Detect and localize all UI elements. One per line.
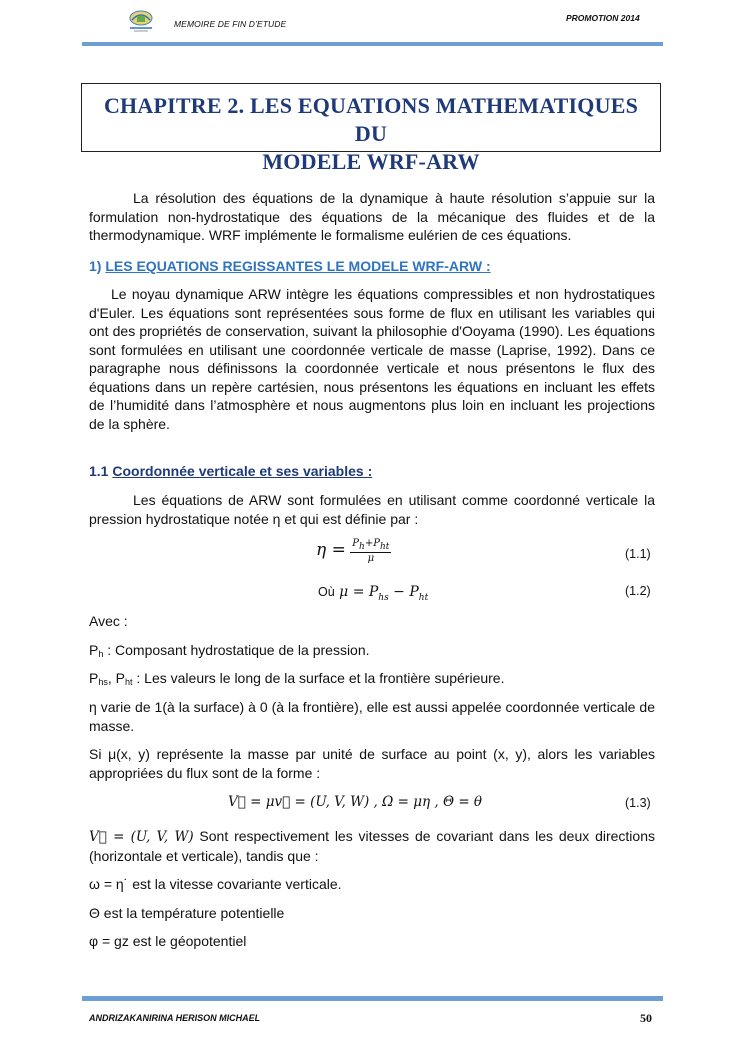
intro-paragraph-block: [89, 189, 655, 245]
header-promotion: PROMOTION 2014: [566, 13, 640, 23]
chapter-title-line1: CHAPITRE 2. LES EQUATIONS MATHEMATIQUES DU: [103, 93, 639, 146]
def-ph: [89, 641, 655, 662]
def-ph-text: : Composant hydrostatique de la pression.: [103, 642, 370, 658]
equation-mu: Où $\mu = P_{hs} - P_{ht}$: [318, 584, 429, 603]
section11-number: 1.1: [89, 463, 109, 479]
def-v-symbol: V⃗ = (U, V, W): [89, 829, 194, 845]
def-omega: ω = η˙ est la vitesse covariante verticale.: [89, 876, 342, 892]
university-logo-icon: [126, 8, 156, 32]
equation-1-2-number: (1.2): [625, 584, 651, 598]
avec-label: Avec :: [89, 613, 128, 629]
equation-1-1-number: (1.1): [625, 547, 651, 561]
equation-1-3-number: (1.3): [625, 796, 651, 810]
section1-paragraph: Le noyau dynamique ARW intègre les équations compressibles et non hydrostatiques d'Euler. Les équations sont représentées sous forme de flux en utilisant les variables qui ont des propriétés de conservation, suivant la philosophie d'Ooyama (1990). Les équations sont formulées en utilisant une coordonnée verticale de masse (Laprise, 1992). Dans ce paragraphe nous définissons la coordonnée verticale et nous présentons le flux des équations dans un repère cartésien, nous présentons les équations en incluant les effets de l’humidité dans l’atmosphère et nous augmentons plus loin en incluant les projections de la sphère.: [89, 286, 655, 432]
def-pht-sub: ht: [124, 677, 133, 687]
section1-heading: [89, 258, 491, 274]
intro-paragraph: La résolution des équations de la dynamique à haute résolution s’appuie sur la formulation non-hydrostatique des équations de la mécanique des fluides et de la thermodynamique. WRF implémente le formalisme eulérien de ces équations.: [89, 190, 655, 243]
equation-eta: η = $\frac{P_h+P_{ht}}{\mu}$: [316, 538, 390, 564]
section1-title: LES EQUATIONS REGISSANTES LE MODELE WRF-ARW :: [105, 258, 491, 274]
def-phs-sub: hs: [98, 677, 108, 687]
def-ph-sub: h: [98, 649, 104, 659]
page-number: 50: [640, 1011, 652, 1025]
def-eta: η varie de 1(à la surface) à 0 (à la frontière), elle est aussi appelée coordonnée verticale de masse.: [89, 699, 655, 734]
section1-paragraph-block: [89, 285, 655, 433]
def-phs-text: : Les valeurs le long de la surface et la frontière supérieure.: [132, 670, 505, 686]
header-memoire: MEMOIRE DE FIN D’ETUDE: [174, 19, 287, 29]
section11-paragraph-block: [89, 491, 655, 528]
footer-divider: [82, 996, 663, 1001]
def-mu-block: [89, 745, 655, 782]
header-divider: [82, 42, 663, 46]
chapter-title: [92, 92, 650, 176]
page-header: [0, 0, 745, 50]
section1-number: 1): [89, 258, 102, 274]
def-phi: φ = gz est le géopotentiel: [89, 933, 247, 949]
def-phs-pht: [89, 669, 655, 690]
def-phs-symbol: P: [89, 670, 99, 686]
def-phi-block: [89, 932, 655, 951]
def-v-block: [89, 827, 655, 865]
section11-paragraph: Les équations de ARW sont formulées en utilisant comme coordonné verticale la pression hydrostatique notée η et qui est définie par :: [89, 492, 655, 527]
section11-title: Coordonnée verticale et ses variables :: [112, 463, 373, 479]
def-eta-block: [89, 698, 655, 735]
avec-label-block: [89, 612, 655, 631]
def-pht-symbol: , P: [107, 670, 125, 686]
equation-mu-prefix: Où: [318, 585, 335, 599]
def-omega-block: [89, 875, 655, 894]
def-ph-symbol: P: [89, 642, 99, 658]
footer-author: ANDRIZAKANIRINA HERISON MICHAEL: [89, 1013, 261, 1023]
equation-flux-variables: V⃗ = μv⃗ = (U, V, W) , Ω = μη , Θ = θ: [228, 794, 483, 810]
section11-heading: [89, 463, 372, 479]
def-theta-block: [89, 904, 655, 923]
chapter-title-box: [81, 83, 661, 174]
chapter-title-line2: MODELE WRF-ARW: [262, 149, 480, 174]
def-mu: Si μ(x, y) représente la masse par unité de surface au point (x, y), alors les variables appropriées du flux sont de la forme :: [89, 746, 655, 781]
def-theta: Θ est la température potentielle: [89, 905, 285, 921]
def-v-text: Sont respectivement les vitesses de covariant dans les deux directions (horizontale et verticale), tandis que :: [89, 828, 655, 864]
